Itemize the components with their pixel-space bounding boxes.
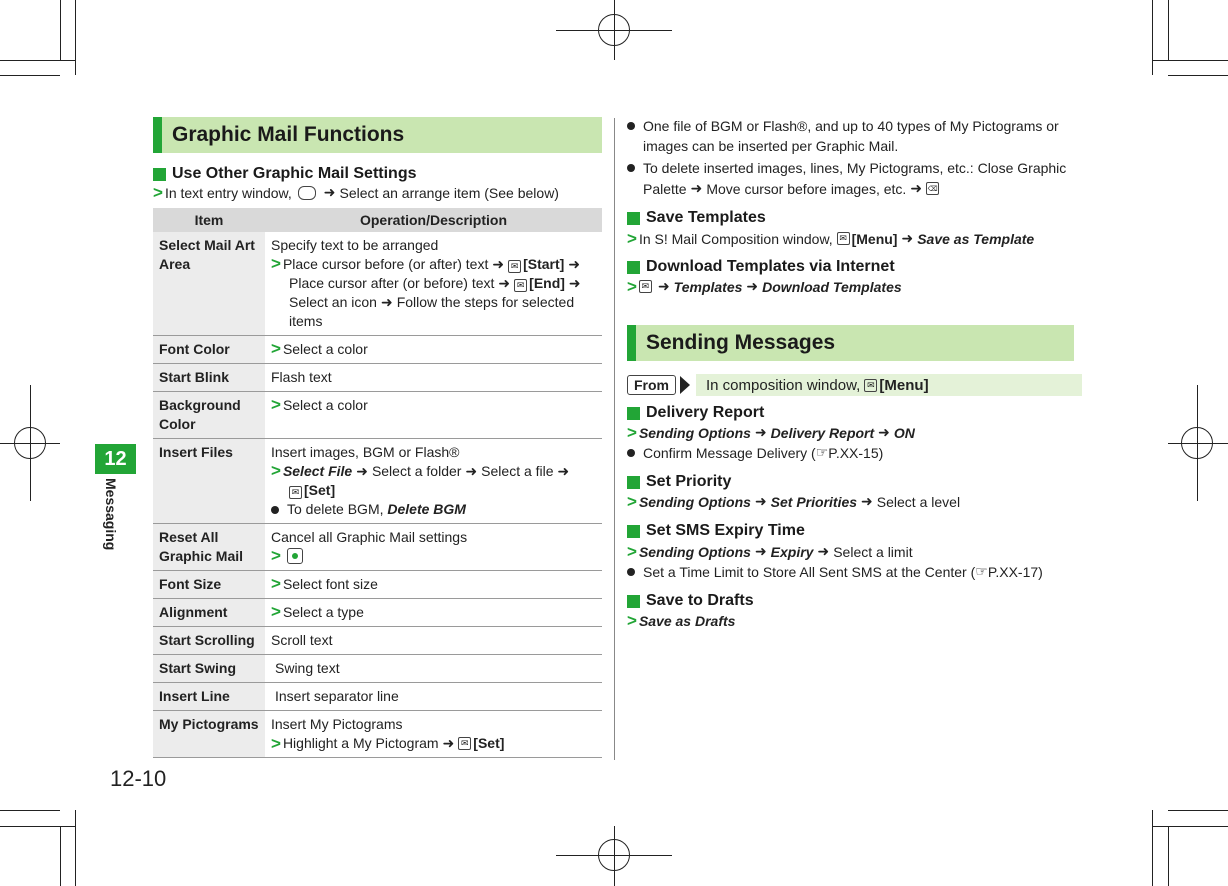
chevron-right-icon: > bbox=[271, 339, 281, 358]
page-number: 12-10 bbox=[110, 766, 167, 791]
chevron-right-icon: > bbox=[271, 734, 281, 753]
from-bar: From In composition window, ✉ [Menu] bbox=[627, 374, 1082, 396]
save-drafts-heading: Save to Drafts bbox=[627, 592, 754, 610]
table-row: Start Scrolling Scroll text bbox=[153, 627, 602, 655]
mail-key-icon: ✉ bbox=[639, 280, 652, 293]
mail-key-icon: ✉ bbox=[289, 486, 302, 499]
sms-expiry-heading: Set SMS Expiry Time bbox=[627, 522, 805, 540]
table-head-op: Operation/Description bbox=[265, 208, 602, 232]
delivery-report-heading: Delivery Report bbox=[627, 404, 764, 422]
chevron-right-icon: > bbox=[271, 574, 281, 593]
table-head-item: Item bbox=[153, 208, 265, 232]
chapter-number: 12 bbox=[95, 444, 136, 474]
mail-key-icon: ✉ bbox=[514, 279, 527, 292]
table-row: Alignment > Select a type bbox=[153, 599, 602, 627]
mail-key-icon: ✉ bbox=[864, 379, 877, 392]
chevron-right-icon: > bbox=[271, 546, 281, 565]
table-row: Start Blink Flash text bbox=[153, 364, 602, 392]
pointing-hand-icon: ☞ bbox=[975, 563, 988, 579]
from-label: From bbox=[627, 375, 676, 395]
table-row: Select Mail Art Area Specify text to be arranged > Place cursor before (or after) text ➜ ✉ [Start] ➜ Place cursor after (or before) text ➜ ✉ [End] ➜ Select an icon ➜ Follow the steps for selected items bbox=[153, 232, 602, 336]
table-row: My Pictograms Insert My Pictograms > Highlight a My Pictogram ➜ ✉ [Set] bbox=[153, 711, 602, 758]
chevron-right-icon: > bbox=[271, 602, 281, 621]
section-header-sending bbox=[627, 325, 1074, 361]
bullet-icon bbox=[271, 506, 279, 514]
section-title: Graphic Mail Functions bbox=[172, 123, 405, 146]
settings-table bbox=[153, 208, 602, 758]
use-other-intro: > In text entry window, ➜ Select an arrange item (See below) bbox=[153, 183, 559, 202]
use-other-heading: Use Other Graphic Mail Settings bbox=[153, 165, 417, 183]
section-title: Sending Messages bbox=[646, 331, 836, 354]
section-header-graphic-mail bbox=[153, 117, 602, 153]
center-key-icon bbox=[287, 548, 303, 564]
table-row: Start Swing Swing text bbox=[153, 655, 602, 683]
chevron-right-icon: > bbox=[153, 183, 163, 202]
mail-key-icon: ✉ bbox=[508, 260, 521, 273]
table-row: Font Size > Select font size bbox=[153, 571, 602, 599]
mail-key-icon: ✉ bbox=[837, 232, 850, 245]
chevron-right-icon: > bbox=[271, 254, 281, 273]
mail-key-icon: ✉ bbox=[458, 737, 471, 750]
table-row: Background Color > Select a color bbox=[153, 392, 602, 439]
table-row: Font Color > Select a color bbox=[153, 336, 602, 364]
note-bullet: One file of BGM or Flash®, and up to 40 types of My Pictograms or bbox=[627, 118, 1059, 134]
square-bullet-icon bbox=[153, 168, 166, 181]
column-divider bbox=[614, 118, 615, 760]
pointing-hand-icon: ☞ bbox=[815, 444, 829, 460]
chapter-label: Messaging bbox=[103, 478, 119, 551]
table-row: Reset All Graphic Mail Cancel all Graphic Mail settings > bbox=[153, 524, 602, 571]
note-bullet: To delete inserted images, lines, My Pictograms, etc.: Close Graphic bbox=[627, 160, 1066, 176]
graphic-key-icon bbox=[298, 186, 316, 200]
table-row: Insert Line Insert separator line bbox=[153, 683, 602, 711]
clear-key-icon: ⌫ bbox=[926, 182, 939, 195]
download-templates-heading: Download Templates via Internet bbox=[627, 258, 895, 276]
chevron-right-icon: > bbox=[271, 461, 281, 480]
triangle-right-icon bbox=[680, 376, 690, 394]
table-row: Insert Files Insert images, BGM or Flash® > Select File ➜ Select a folder ➜ Select a file ➜ ✉ [Set] To delete BGM, Delete BGM bbox=[153, 439, 602, 524]
set-priority-heading: Set Priority bbox=[627, 473, 731, 491]
save-templates-heading: Save Templates bbox=[627, 209, 766, 227]
chevron-right-icon: > bbox=[271, 395, 281, 414]
